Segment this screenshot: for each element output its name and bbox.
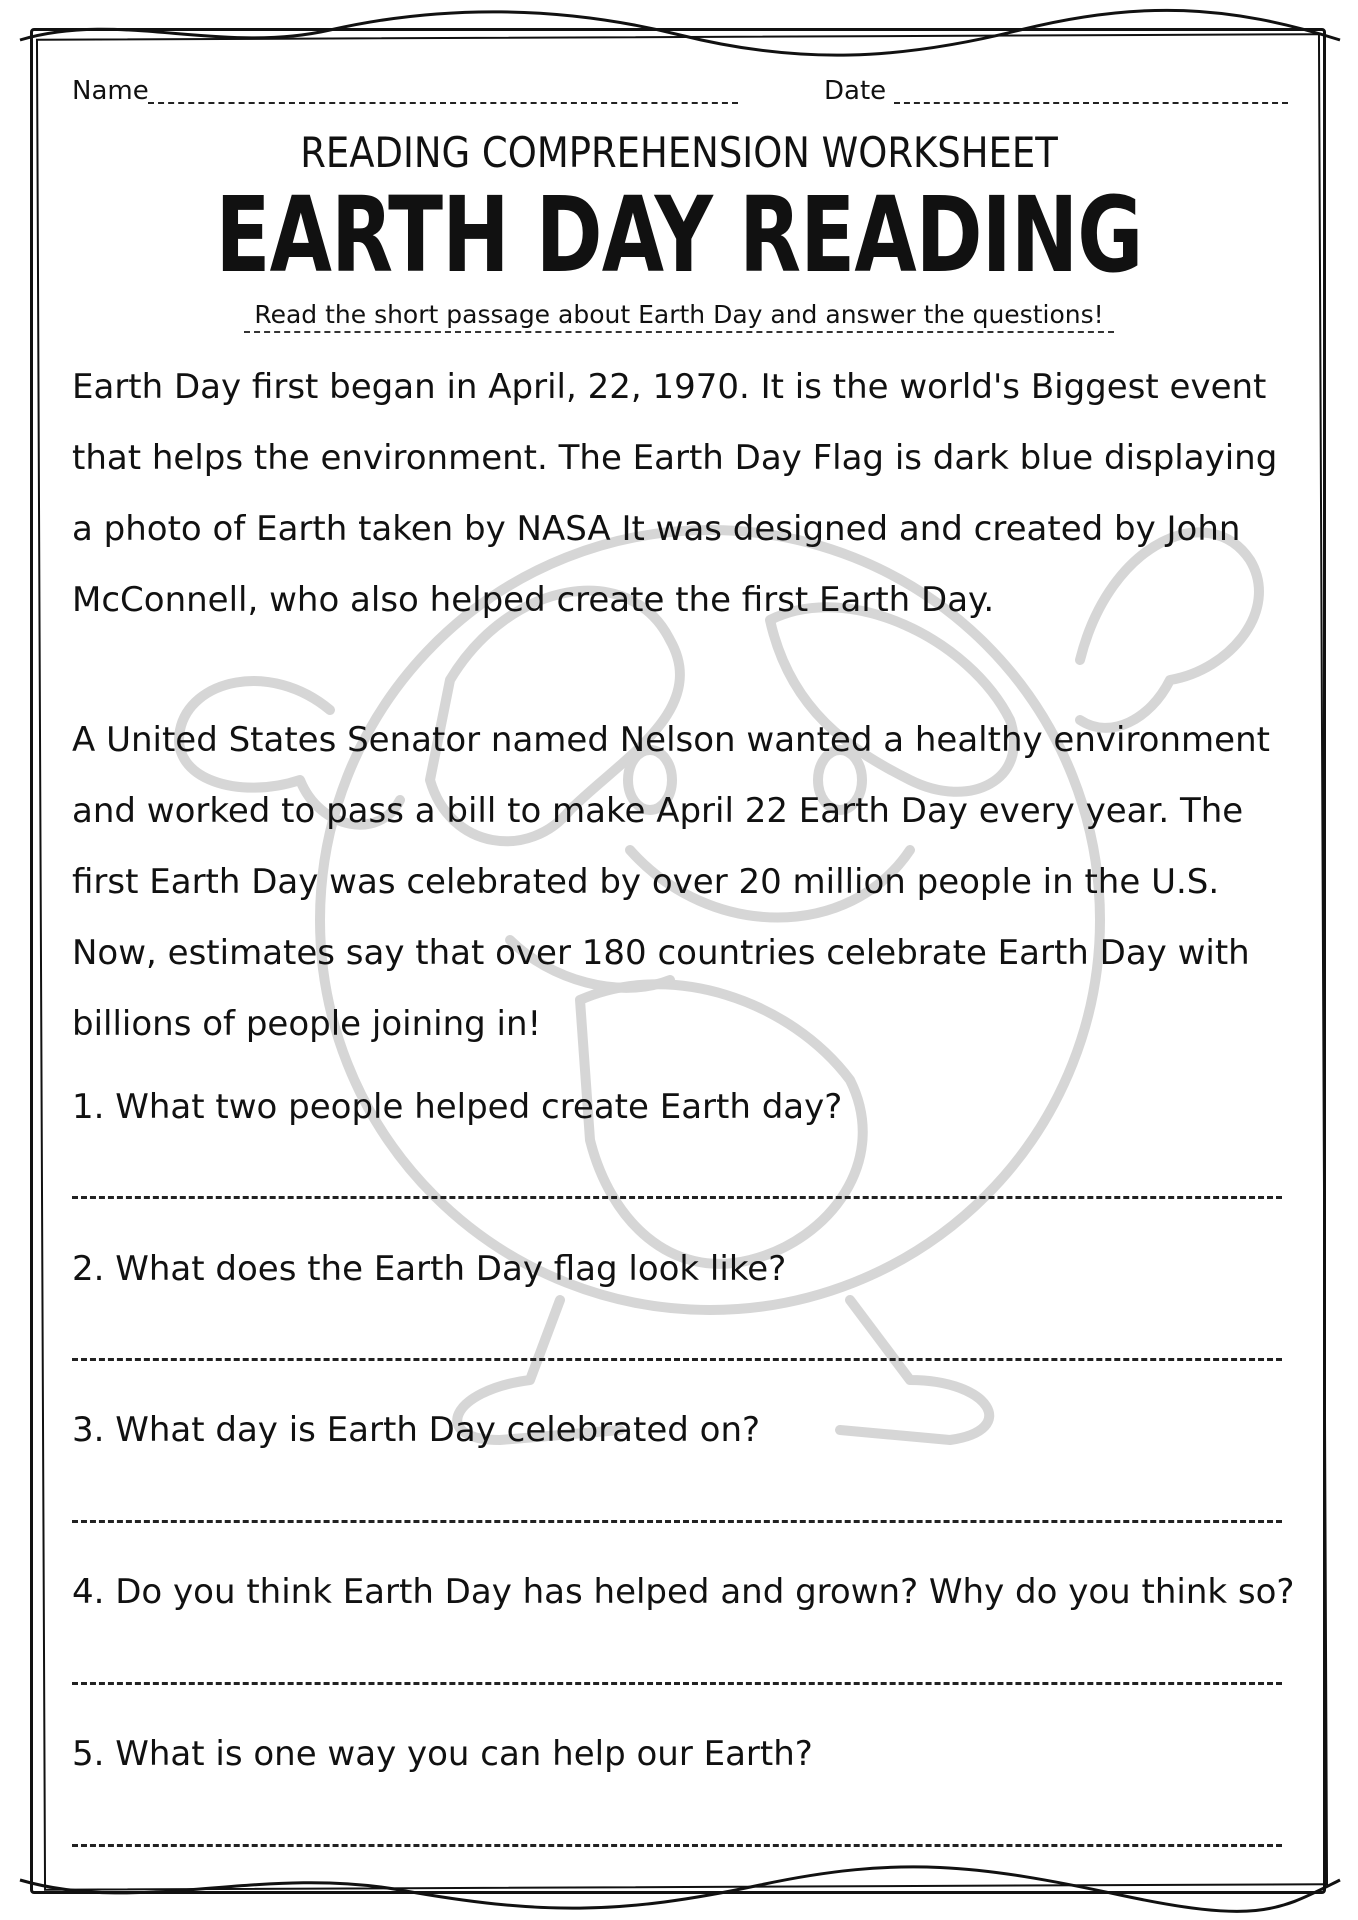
- answer-line-3[interactable]: [72, 1520, 1282, 1523]
- name-input-line[interactable]: [148, 102, 738, 104]
- answer-line-5[interactable]: [72, 1844, 1282, 1847]
- answer-line-1[interactable]: [72, 1196, 1282, 1199]
- date-input-line[interactable]: [894, 102, 1288, 104]
- question-1: 1. What two people helped create Earth day?: [72, 1087, 843, 1127]
- wavy-border-bottom: [0, 1860, 1358, 1920]
- date-label: Date: [824, 76, 887, 106]
- instruction-text: [0, 300, 1358, 329]
- instruction-label: Read the short passage about Earth Day and answer the questions!: [244, 300, 1113, 333]
- question-5: 5. What is one way you can help our Earth?: [72, 1734, 813, 1774]
- answer-line-2[interactable]: [72, 1358, 1282, 1361]
- passage-paragraph-1: Earth Day first began in April, 22, 1970. It is the world's Biggest event that helps the environment. The Earth Day Flag is dark blue displaying a photo of Earth taken by NASA It was designed and created by John McConnell, who also helped create the first Earth Day.: [72, 367, 1278, 620]
- wavy-border-top: [0, 0, 1358, 60]
- worksheet-subtitle: READING COMPREHENSION WORKSHEET: [300, 128, 1058, 177]
- passage-paragraph-2: A United States Senator named Nelson wanted a healthy environment and worked to pass a bill to make April 22 Earth Day every year. The first Earth Day was celebrated by over 20 million people in the U.S. Now, estimates say that over 180 countries celebrate Earth Day with billions of people joining in!: [72, 720, 1270, 1044]
- question-2: 2. What does the Earth Day flag look like?: [72, 1249, 787, 1289]
- answer-line-4[interactable]: [72, 1682, 1282, 1685]
- question-3: 3. What day is Earth Day celebrated on?: [72, 1410, 761, 1450]
- worksheet-title: EARTH DAY READING: [215, 174, 1143, 296]
- name-date-row: [72, 72, 1288, 112]
- question-4: 4. Do you think Earth Day has helped and grown? Why do you think so?: [72, 1572, 1295, 1612]
- name-label: Name: [72, 76, 149, 106]
